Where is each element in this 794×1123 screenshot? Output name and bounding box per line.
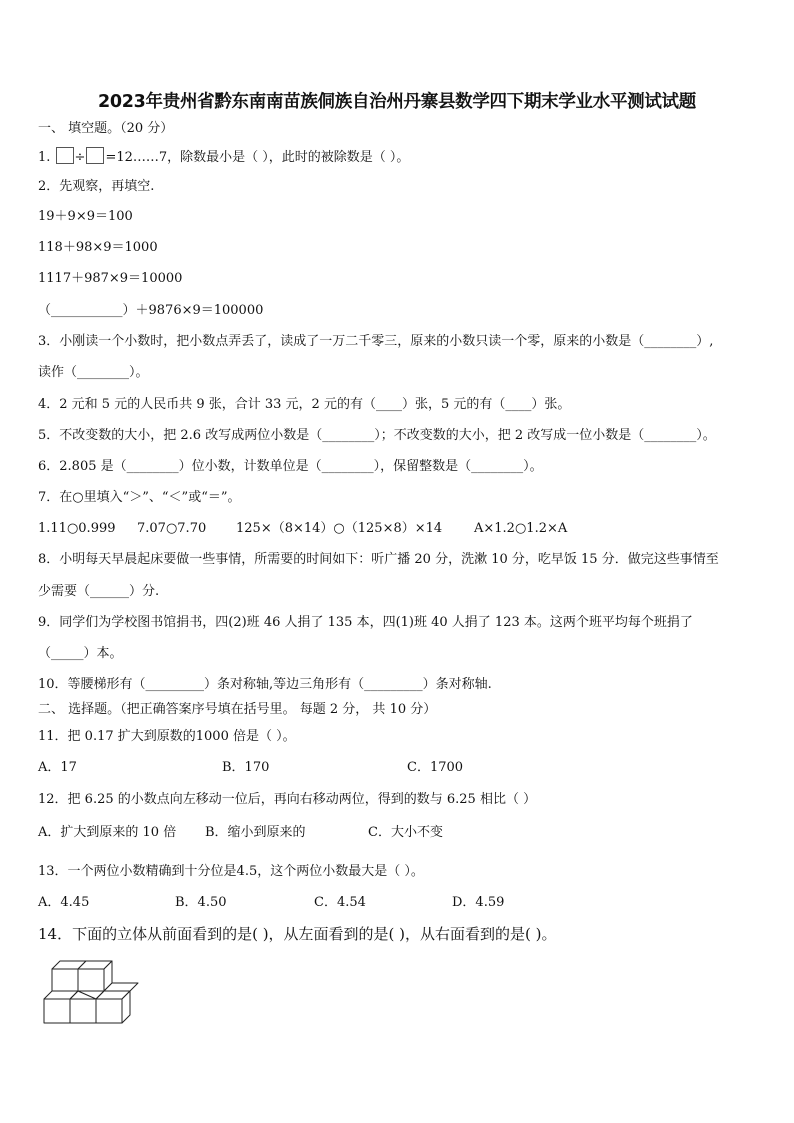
question-13-stem: 13．一个两位小数精确到十分位是4.5，这个两位小数最大是（ ）。 (38, 864, 424, 879)
question-2-stem: 2．先观察，再填空. (38, 179, 155, 194)
cube-stack-figure (40, 953, 140, 1031)
question-5: 5．不改变数的大小，把 2.6 改写成两位小数是（________）；不改变数的大小，把 2 改写成一位小数是（________）。 (38, 428, 716, 443)
question-14-stem: 14．下面的立体从前面看到的是( )，从左面看到的是( )，从右面看到的是( )。 (38, 925, 557, 943)
question-11-option-a: A．17 (38, 760, 77, 775)
question-13-option-b: B．4.50 (175, 895, 227, 910)
dividend-box[interactable] (56, 147, 74, 164)
question-3-line-2: 读作（________）。 (38, 365, 149, 380)
question-1 (38, 147, 409, 166)
question-7-stem: 7．在○里填入“＞”、“＜”或“＝”。 (38, 490, 241, 505)
question-6: 6．2.805 是（________）位小数，计数单位是（________），保留整数是（________）。 (38, 459, 543, 474)
question-7-item-1: 1.11○0.999 (38, 521, 116, 536)
section-choice-heading: 二、 选择题。（把正确答案序号填在括号里。 每题 2 分， 共 10 分） (38, 702, 437, 717)
question-11-stem: 11．把 0.17 扩大到原数的1000 倍是（ ）。 (38, 729, 296, 744)
question-12-stem: 12．把 6.25 的小数点向左移动一位后，再向右移动两位，得到的数与 6.25 相比（ ） (38, 792, 537, 807)
question-13-option-a: A．4.45 (38, 895, 90, 910)
question-10: 10．等腰梯形有（_________）条对称轴,等边三角形有（_________）条对称轴. (38, 677, 492, 692)
question-3-line-1: 3．小刚读一个小数时，把小数点弄丢了，读成了一万二千零三，原来的小数只读一个零，原来的小数是（________）, (38, 334, 714, 349)
question-1-text: =12……7，除数最小是（ ），此时的被除数是（ ）。 (105, 150, 410, 165)
question-13-option-c: C．4.54 (314, 895, 366, 910)
question-7-item-2: 7.07○7.70 (137, 521, 207, 536)
question-9-line-2: （_____）本。 (38, 646, 123, 661)
section-fill-in-heading: 一、 填空题。（20 分） (38, 121, 174, 136)
divisor-box[interactable] (86, 147, 104, 164)
question-11-option-c: C．1700 (407, 760, 464, 775)
question-11-option-b: B．170 (222, 760, 270, 775)
question-9-line-1: 9．同学们为学校图书馆捐书，四(2)班 46 人捐了 135 本，四(1)班 40 人捐了 123 本。这两个班平均每个班捐了 (38, 615, 693, 630)
question-4: 4．2 元和 5 元的人民币共 9 张，合计 33 元，2 元的有（____）张，5 元的有（____）张。 (38, 397, 571, 412)
question-2-line-2: 118＋98×9＝1000 (38, 240, 158, 255)
question-2-line-3: 1117＋987×9＝10000 (38, 271, 183, 286)
question-8-line-1: 8．小明每天早晨起床要做一些事情，所需要的时间如下：听广播 20 分，洗漱 10 分，吃早饭 15 分．做完这些事情至 (38, 552, 719, 567)
question-1-number: 1. (38, 150, 51, 165)
question-2-line-1: 19＋9×9＝100 (38, 209, 133, 224)
question-13-option-d: D．4.59 (452, 895, 505, 910)
question-7-item-4: A×1.2○1.2×A (474, 521, 568, 536)
question-12-option-b: B．缩小到原来的 (205, 825, 306, 840)
question-7-item-3: 125×（8×14）○（125×8）×14 (236, 521, 443, 536)
question-2-line-4: （___________）＋9876×9＝100000 (38, 303, 264, 318)
question-12-option-a: A．扩大到原来的 10 倍 (38, 825, 177, 840)
question-8-line-2: 少需要（______）分. (38, 584, 160, 599)
question-12-option-c: C．大小不变 (368, 825, 443, 840)
divide-sign: ÷ (74, 150, 86, 165)
page-title: 2023年贵州省黔东南南苗族侗族自治州丹寨县数学四下期末学业水平测试试题 (98, 92, 696, 112)
